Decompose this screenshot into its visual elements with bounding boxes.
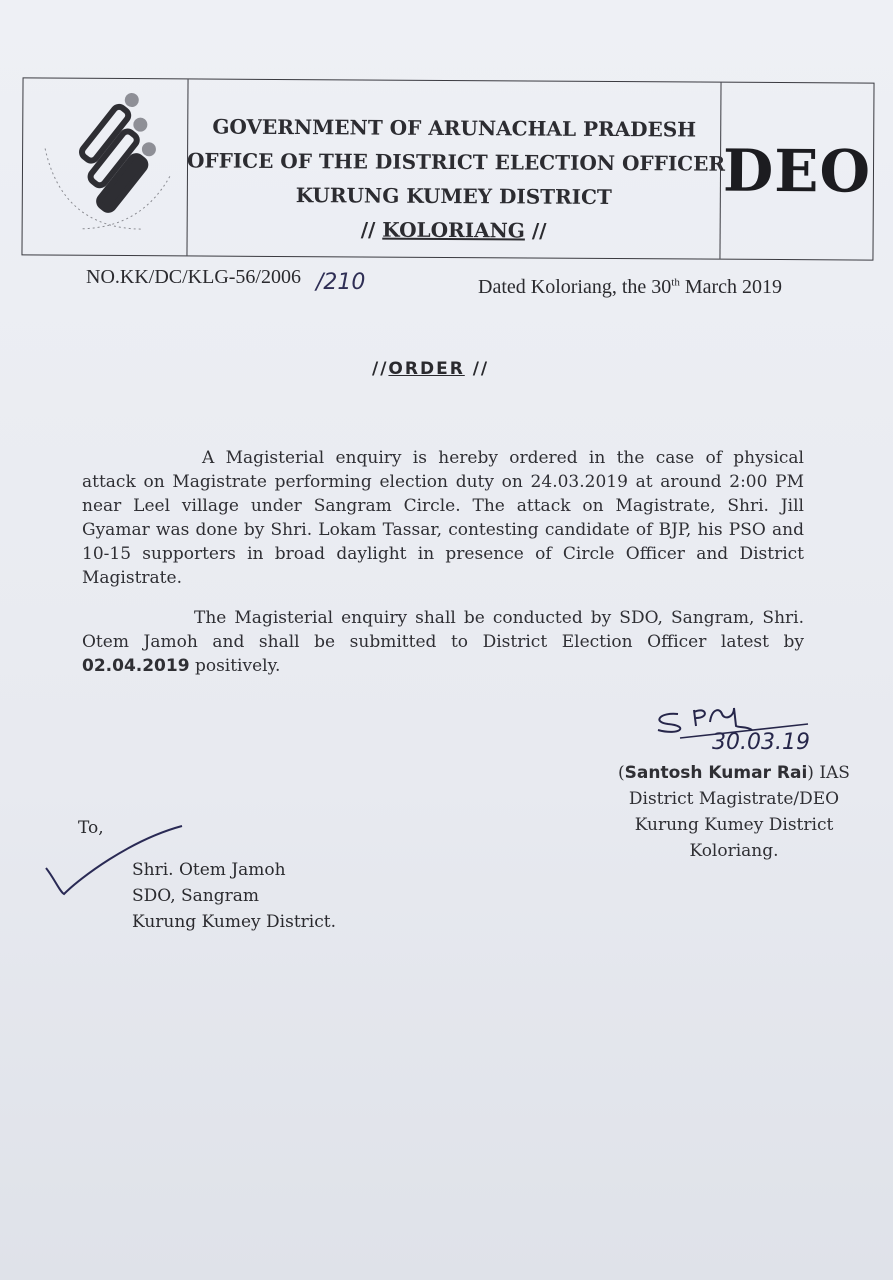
deo-badge-cell <box>719 83 873 260</box>
order-paragraph-1: A Magisterial enquiry is hereby ordered in the case of physical attack on Magistrate performing election duty on 24.03.2019 at around 2:00 PM near Leel village under Sangram Circle. The attack on Magistrate, Shri. Jill Gyamar was done by Shri. Lokam Tassar, contesting candidate of BJP, his PSO and 10-15 supporters in broad daylight in presence of Circle Officer and District Magistrate. <box>82 448 804 588</box>
order-paragraph-2 <box>82 606 804 678</box>
election-commission-logo-icon <box>22 78 187 257</box>
dated-suffix: March 2019 <box>679 276 783 298</box>
reference-number: NO.KK/DC/KLG-56/2006 <box>86 266 301 288</box>
signatory-place: Koloriang. <box>689 841 779 861</box>
signatory-designation: District Magistrate/DEO <box>628 789 840 809</box>
paragraph-2-text: The Magisterial enquiry shall be conducted by SDO, Sangram, Shri. Otem Jamoh and shall be submitted to District Election Officer latest by <box>82 608 804 652</box>
order-title-left: // <box>372 359 389 379</box>
addressee-name: Shri. Otem Jamoh <box>132 860 286 880</box>
order-title-word: ORDER <box>388 359 465 379</box>
letterhead-text <box>186 109 726 248</box>
addressee-designation: SDO, Sangram <box>132 886 260 906</box>
paragraph-2-end: positively. <box>189 656 281 676</box>
to-label: To, <box>78 818 104 838</box>
addressee-district: Kurung Kumey District. <box>132 912 336 932</box>
letterhead <box>21 77 874 260</box>
header-government: GOVERNMENT OF ARUNACHAL PRADESH <box>212 114 697 142</box>
dated-prefix: Dated Koloriang, the 30 <box>478 276 672 298</box>
deadline-date: 02.04.2019 <box>82 656 190 676</box>
logo-cell <box>22 78 188 255</box>
signatory-district: Kurung Kumey District <box>634 815 834 835</box>
order-title-right: // <box>472 359 490 379</box>
header-place-prefix: // <box>360 217 383 242</box>
dated-line <box>478 276 782 299</box>
header-office: OFFICE OF THE DISTRICT ELECTION OFFICER <box>186 148 726 176</box>
header-district: KURUNG KUMEY DISTRICT <box>295 183 612 210</box>
signatory-name-close: ) IAS <box>807 763 850 783</box>
signatory-name-open: ( <box>618 763 625 783</box>
header-place-suffix: // <box>524 218 547 243</box>
handwritten-signature-date: 30.03.19 <box>712 730 810 755</box>
signatory-name-line <box>614 760 854 786</box>
signatory-name: Santosh Kumar Rai <box>624 763 808 783</box>
addressee-block <box>132 857 336 935</box>
dated-superscript: th <box>671 276 680 289</box>
header-place <box>187 211 721 248</box>
signature-block <box>614 760 854 864</box>
handwritten-reference-suffix: /210 <box>316 270 366 295</box>
deo-badge: DEO <box>722 136 872 206</box>
header-place-name: KOLORIANG <box>382 217 525 243</box>
order-title <box>372 359 489 379</box>
